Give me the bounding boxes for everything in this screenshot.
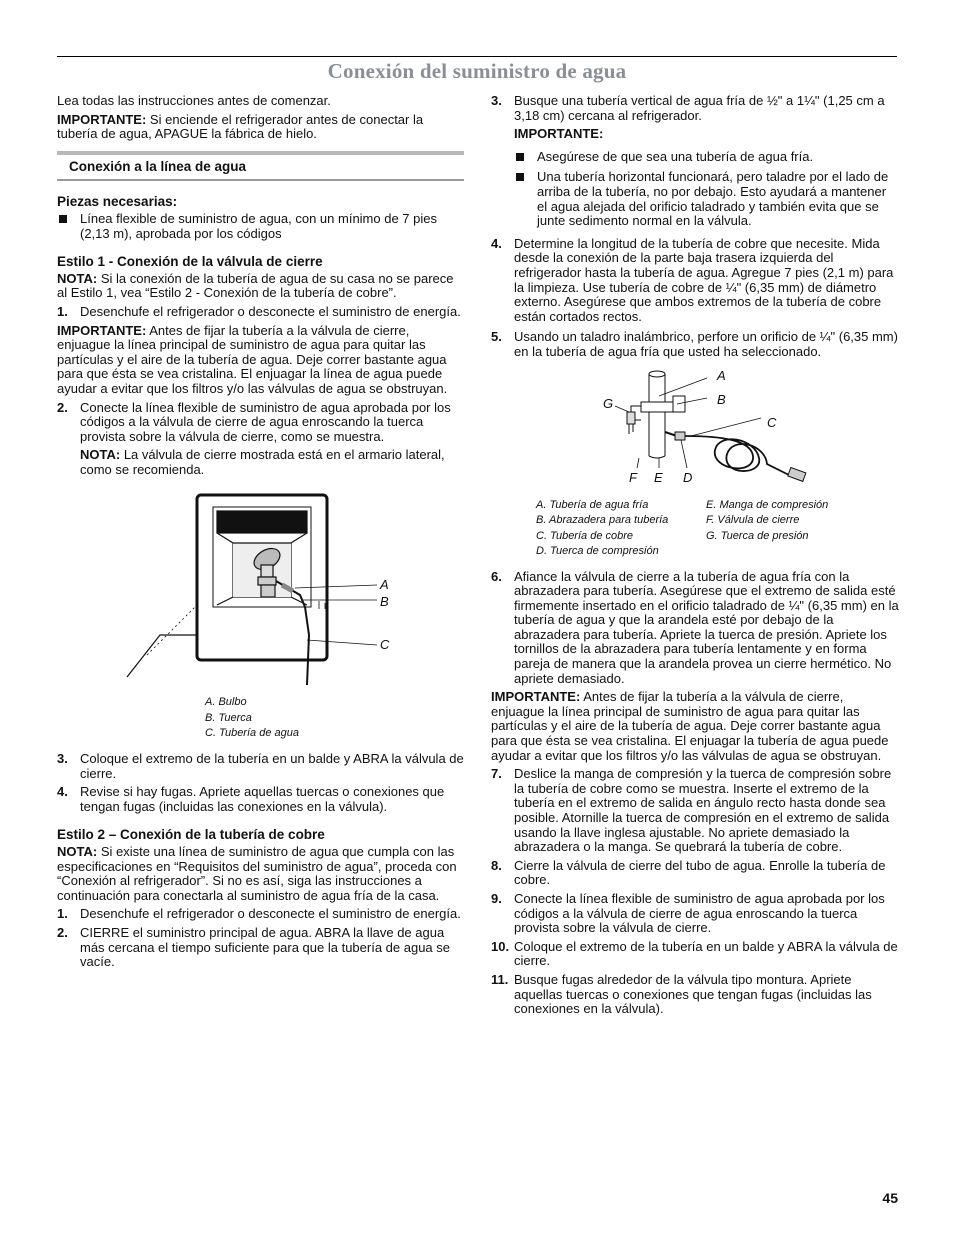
page-title: Conexión del suministro de agua bbox=[327, 59, 627, 83]
shutoff-valve-illustration bbox=[57, 485, 464, 687]
fig2-label-b: B bbox=[717, 391, 726, 407]
fig2-label-c: C bbox=[767, 414, 777, 430]
bullet-square-icon bbox=[516, 173, 524, 181]
step3-bullet-2: Una tubería horizontal funcionará, pero taladre por el lado de arriba de la tubería, no por debajo. Esto ayudará a mantener el agua alejada del orificio taladrado y también evita que se junte sedimento normal en la válvula. bbox=[514, 170, 899, 228]
step-6: 6. Afiance la válvula de cierre a la tubería de agua fría con la abrazadera para tubería. Asegúrese que el extremo de salida esté firmemente insertado en el orificio taladrado de ¼" (6,35 mm) en la tubería de agua y que la arandela esté por debajo de la abrazadera para tubería. Apriete la tuerca de presión. Apriete los tornillos de la abrazadera para tubería lentamente y en forma pareja de manera que la arandela provea un cierre hermético. No apriete demasiado. bbox=[491, 568, 899, 686]
step-5: 5. Usando un taladro inalámbrico, perfore un orificio de ¼" (6,35 mm) en la tubería de agua fría que usted ha seleccionado. bbox=[491, 329, 898, 359]
step-9: 9. Conecte la línea flexible de suministro de agua aprobada por los códigos a la válvula de cierre de agua enroscando la tuerca provista sobre la válvula de cierre. bbox=[491, 890, 885, 936]
style2-note: NOTA: Si existe una línea de suministro de agua que cumpla con las especificaciones en “Requisitos del suministro de agua”, proceda con “Conexión al refrigerador”. Si no es así, siga las instrucciones a continuación para conectarla al suministro de agua fría de la casa. bbox=[57, 843, 457, 903]
copper-connection-illustration bbox=[491, 366, 899, 496]
step3-important: IMPORTANTE: bbox=[514, 126, 604, 142]
s1-step-3: 3. Coloque el extremo de la tubería en un balde y ABRA la válvula de cierre. bbox=[57, 750, 464, 781]
top-rule bbox=[57, 56, 897, 57]
page-number: 45 bbox=[882, 1190, 898, 1206]
section-title: Conexión a la línea de agua bbox=[57, 151, 464, 182]
step-4: 4. Determine la longitud de la tubería de cobre que necesite. Mida desde la conexión de la parte baja trasera izquierda del refrigerador hasta la tubería de agua. Agregue 7 pies (2,1 m) para la limpieza. Use tubería de cobre de ¼" (6,35 mm) de diámetro externo. Asegúrese que ambos extremos de la tubería de cobre están cortados rectos. bbox=[491, 235, 894, 324]
s1-step2-note: NOTA: La válvula de cierre mostrada está en el armario lateral, como se recomienda. bbox=[80, 447, 445, 477]
step-3: 3. Busque una tubería vertical de agua fría de ½" a 1¼" (1,25 cm a 3,18 cm) cercana al refrigerador. bbox=[491, 93, 885, 123]
fig1-label-c: C bbox=[380, 637, 390, 653]
fig2-label-g: G bbox=[603, 395, 614, 411]
figure-copper-connection bbox=[491, 366, 899, 496]
style2-heading: Estilo 2 – Conexión de la tubería de cobre bbox=[57, 827, 325, 843]
fig1-label-a: A bbox=[380, 577, 389, 593]
s2-step-2: 2. CIERRE el suministro principal de agua. ABRA la llave de agua más cercana el tiempo suficiente para que la tubería de agua se vacíe. bbox=[57, 924, 451, 970]
step-10: 10. Coloque el extremo de la tubería en un balde y ABRA la válvula de cierre. bbox=[491, 938, 898, 969]
step-11: 11. Busque fugas alrededor de la válvula tipo montura. Apriete aquellas tuercas o conexiones que tengan fugas (incluidas las conexiones en la válvula). bbox=[491, 971, 872, 1017]
step-7: 7. Deslice la manga de compresión y la tuerca de compresión sobre la tubería de cobre como se muestra. Inserte el extremo de la tubería en el extremo de salida en ángulo recto hasta donde sea posible. Atornille la tuerca de compresión en el extremo de salida usando la llave inglesa ajustable. No apriete demasiado la abrazadera o la manga. Se quebrará la tubería de cobre. bbox=[491, 766, 892, 855]
parts-heading: Piezas necesarias: bbox=[57, 194, 178, 210]
fig1-caption: A. Bulbo B. Tuerca C. Tubería de agua bbox=[205, 696, 299, 740]
fig2-label-a: A bbox=[717, 367, 726, 383]
parts-item: Línea flexible de suministro de agua, con un mínimo de 7 pies (2,13 m), aprobada por los códigos bbox=[57, 212, 464, 241]
bullet-square-icon bbox=[516, 153, 524, 161]
step-8: 8. Cierre la válvula de cierre del tubo de agua. Enrolle la tubería de cobre. bbox=[491, 857, 886, 888]
left-column bbox=[57, 94, 464, 974]
important-note: IMPORTANTE: Si enciende el refrigerador antes de conectar la tubería de agua, APAGUE la fábrica de hielo. bbox=[57, 111, 424, 142]
bullet-square-icon bbox=[59, 215, 67, 223]
step3-bullet-1: Asegúrese de que sea una tubería de agua fría. bbox=[514, 150, 899, 165]
fig1-label-b: B bbox=[380, 594, 389, 610]
right-column bbox=[491, 94, 899, 1021]
fig2-caption: A. Tubería de agua fría E. Manga de compresión B. Abrazadera para tubería F. Válvula de cierre C. Tubería de cobre G. Tuerca de presión D. Tuerca de compresión bbox=[536, 498, 829, 557]
s1-step-4: 4. Revise si hay fugas. Apriete aquellas tuercas o conexiones que tengan fugas (incluidas las conexiones en la válvula). bbox=[57, 784, 445, 814]
figure-shutoff-valve bbox=[57, 485, 464, 687]
fig2-label-f: F bbox=[629, 469, 637, 485]
style1-heading: Estilo 1 - Conexión de la válvula de cierre bbox=[57, 254, 323, 270]
s1-important: IMPORTANTE: Antes de fijar la tubería a la válvula de cierre, enjuague la línea principal de suministro de agua para quitar las partículas y el aire de la tubería de agua. Deje correr bastante agua para que ésta se vea cristalina. El enjuagar la línea de agua puede ayudar a evitar que los filtros y/o las válvulas de agua se obstruyan. bbox=[57, 322, 448, 396]
fig2-label-d: D bbox=[683, 469, 693, 485]
s1-step-2: 2. Conecte la línea flexible de suministro de agua aprobada por los códigos a la válvula de cierre de agua enroscando la tuerca provista sobre la válvula de cierre, como se muestra. bbox=[57, 399, 451, 444]
style1-note: NOTA: Si la conexión de la tubería de agua de su casa no se parece al Estilo 1, vea “Estilo 2 - Conexión de la tubería de cobre”. bbox=[57, 270, 454, 301]
s1-step-1: 1. Desenchufe el refrigerador o desconecte el suministro de energía. bbox=[57, 303, 461, 319]
fig2-label-e: E bbox=[654, 469, 663, 485]
s2-step-1: 1. Desenchufe el refrigerador o desconecte el suministro de energía. bbox=[57, 906, 461, 922]
intro-text: Lea todas las instrucciones antes de comenzar. bbox=[57, 93, 331, 108]
important-2: IMPORTANTE: Antes de fijar la tubería a la válvula de cierre, enjuague la línea principal de suministro de agua para quitar las partículas y el aire de la tubería de agua. Deje correr bastante agua para que ésta se vea cristalina. El enjuagar la tubería de agua puede ayudar a evitar que los filtros y/o las válvulas de agua se obstruyan. bbox=[491, 689, 889, 763]
